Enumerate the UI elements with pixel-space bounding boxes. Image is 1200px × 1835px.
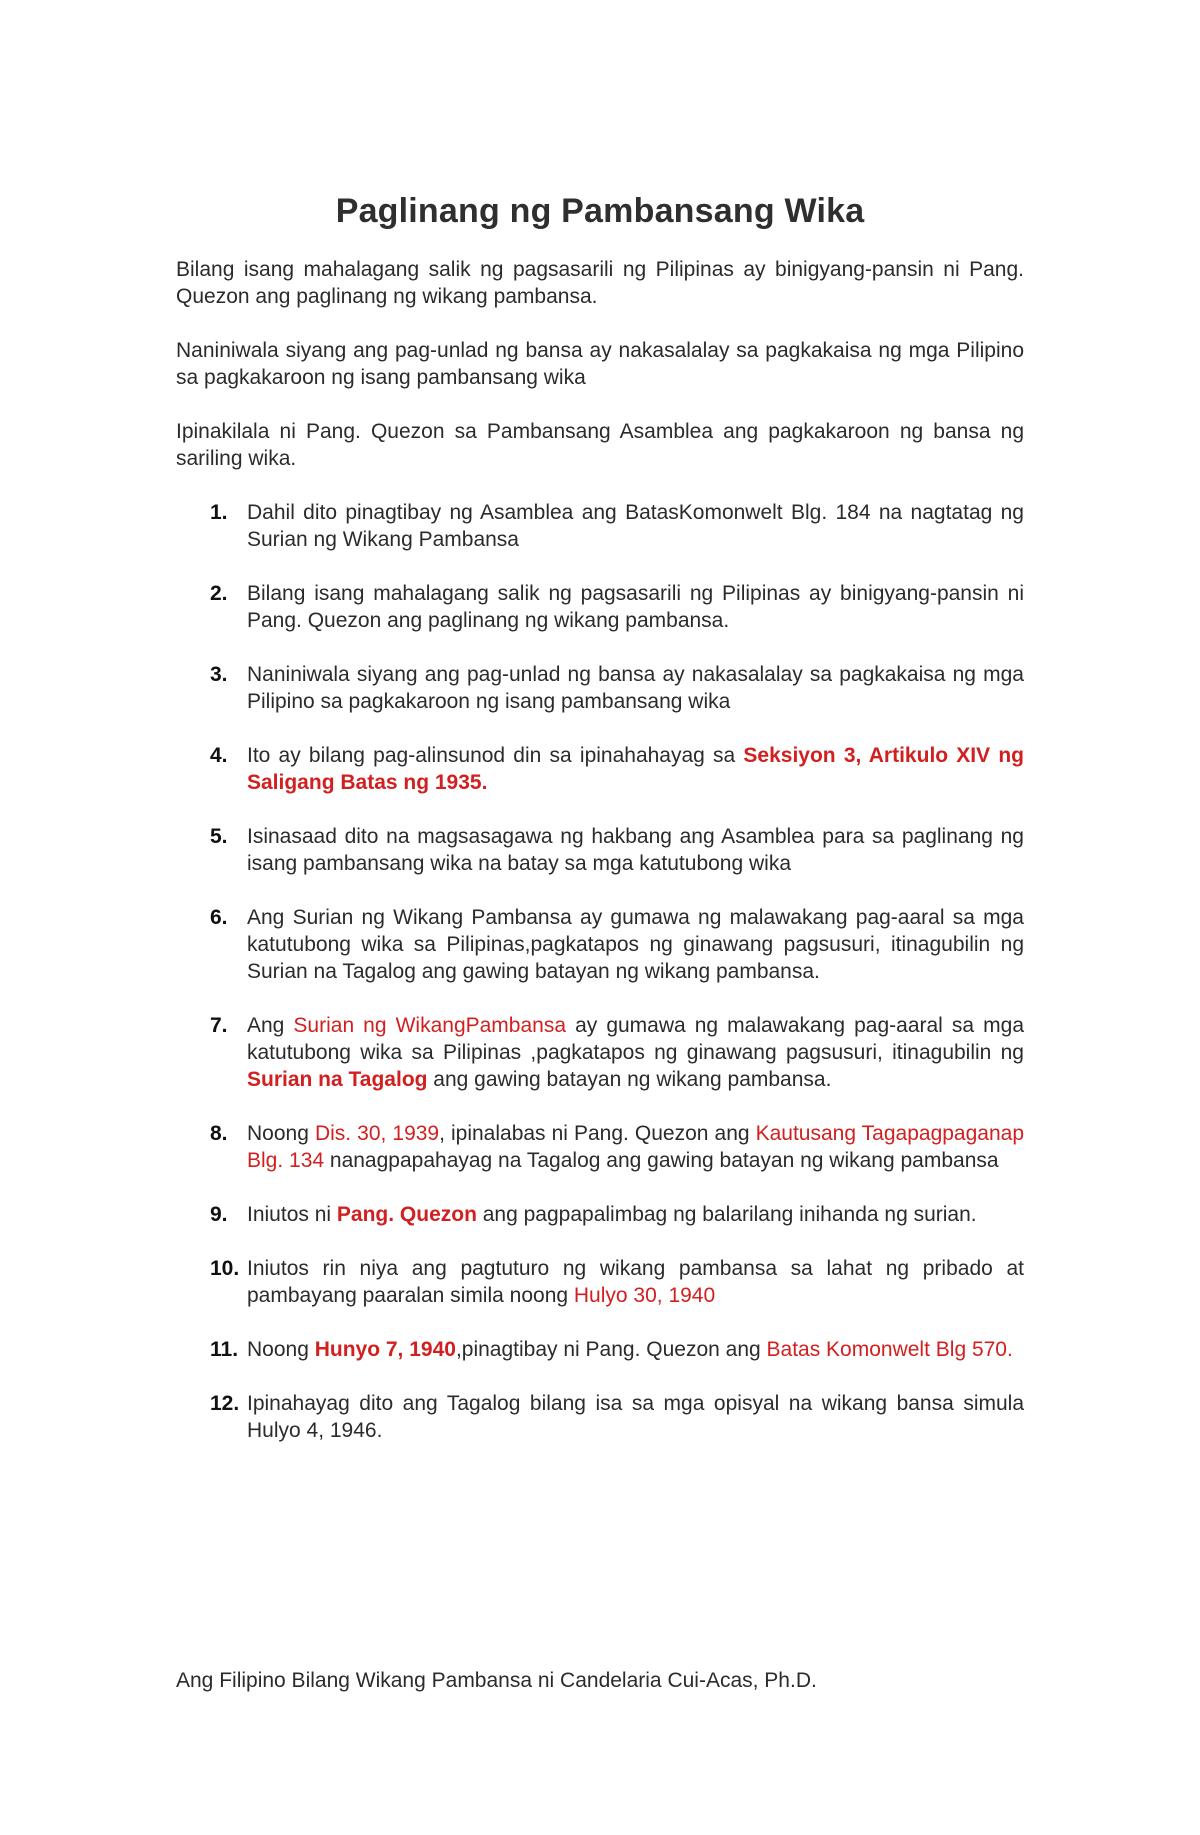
intro-paragraph-2: Naniniwala siyang ang pag-unlad ng bansa ay nakasalalay sa pagkakaisa ng mga Pilipino sa pagkakaroon ng isang pambansang wika <box>176 339 1024 389</box>
list-item-number: 1. <box>210 501 228 524</box>
list-item-number: 5. <box>210 825 228 848</box>
list-item-number: 4. <box>210 744 228 767</box>
list-item-text: ang pagpapalimbag ng balarilang inihanda ng surian. <box>476 1203 977 1226</box>
list-item <box>176 499 1024 553</box>
list-item-text: Ipinahayag dito ang Tagalog bilang isa sa mga opisyal na wikang bansa simula Hulyo 4, 1946. <box>247 1392 1024 1442</box>
list-item-text: Bilang isang mahalagang salik ng pagsasarili ng Pilipinas ay binigyang-pansin ni Pang. Quezon ang paglinang ng wikang pambansa. <box>247 582 1024 632</box>
list-item <box>176 1201 1024 1228</box>
list-item-text: ,pinagtibay ni Pang. Quezon ang <box>455 1338 767 1361</box>
highlighted-text: Dis. 30, 1939 <box>314 1122 440 1145</box>
list-item <box>176 1012 1024 1093</box>
list-item-number: 10. <box>210 1257 240 1280</box>
list-item-text: Ito ay bilang pag-alinsunod din sa ipinahahayag sa <box>247 744 744 767</box>
list-item-number: 2. <box>210 582 228 605</box>
list-item <box>176 580 1024 634</box>
list-item-text: Iniutos ni <box>247 1203 337 1226</box>
highlighted-text: Surian ng WikangPambansa <box>293 1014 567 1037</box>
list-item <box>176 1120 1024 1174</box>
page-title: Paglinang ng Pambansang Wika <box>335 192 865 230</box>
list-item-number: 6. <box>210 906 228 929</box>
highlighted-text: Kautusang Tagapagpaganap Blg. 134 <box>247 1122 1025 1172</box>
intro-paragraph-1: Bilang isang mahalagang salik ng pagsasarili ng Pilipinas ay binigyang-pansin ni Pang. Quezon ang paglinang ng wikang pambansa. <box>176 258 1024 308</box>
list-item-text: nanagpapahayag na Tagalog ang gawing batayan ng wikang pambansa <box>324 1149 999 1172</box>
list-item-number: 3. <box>210 663 228 686</box>
highlighted-text: Pang. Quezon <box>336 1203 477 1226</box>
list-item <box>176 1390 1024 1444</box>
list-item-text: Ang <box>247 1014 294 1037</box>
intro-paragraph-3: Ipinakilala ni Pang. Quezon sa Pambansang Asamblea ang pagkakaroon ng bansa ng sariling wika. <box>176 420 1024 470</box>
list-item <box>176 1255 1024 1309</box>
list-item-text: , ipinalabas ni Pang. Quezon ang <box>439 1122 756 1145</box>
list-item <box>176 661 1024 715</box>
highlighted-text: Seksiyon 3, Artikulo XIV ng Saligang Batas ng 1935. <box>247 744 1024 794</box>
list-item-text: ang gawing batayan ng wikang pambansa. <box>427 1068 832 1091</box>
list-item-text: Isinasaad dito na magsasagawa ng hakbang ang Asamblea para sa paglinang ng isang pambansang wika na batay sa mga katutubong wika <box>247 825 1024 875</box>
highlighted-text: Hulyo 30, 1940 <box>573 1284 716 1307</box>
list-item <box>176 742 1024 796</box>
list-item-text: Noong <box>247 1122 315 1145</box>
list-item-text: Naniniwala siyang ang pag-unlad ng bansa ay nakasalalay sa pagkakaisa ng mga Pilipino sa pagkakaroon ng isang pambansang wika <box>247 663 1024 713</box>
list-item-number: 11. <box>210 1338 239 1361</box>
list-item-text: ay gumawa ng malawakang pag-aaral sa mga katutubong wika sa Pilipinas ,pagkatapos ng ginawang pagsusuri, itinagubilin ng <box>247 1014 1024 1064</box>
document-body <box>176 256 1024 1471</box>
list-item <box>176 823 1024 877</box>
source-citation: Ang Filipino Bilang Wikang Pambansa ni Candelaria Cui-Acas, Ph.D. <box>176 1669 817 1692</box>
highlighted-text: Batas Komonwelt Blg 570. <box>766 1338 1013 1361</box>
highlighted-text: Hunyo 7, 1940 <box>314 1338 456 1361</box>
list-item-number: 12. <box>210 1392 240 1415</box>
list-item-text: Iniutos rin niya ang pagtuturo ng wikang pambansa sa lahat ng pribado at pambayang paaralan simila noong <box>247 1257 1024 1307</box>
list-item <box>176 1336 1024 1363</box>
list-item-number: 7. <box>210 1014 228 1037</box>
highlighted-text: Surian na Tagalog <box>247 1068 428 1091</box>
list-item <box>176 904 1024 985</box>
list-item-number: 9. <box>210 1203 228 1226</box>
list-item-number: 8. <box>210 1122 228 1145</box>
list-item-text: Ang Surian ng Wikang Pambansa ay gumawa ng malawakang pag-aaral sa mga katutubong wika sa Pilipinas,pagkatapos ng ginawang pagsusuri, itinagubilin ng Surian na Tagalog ang gawing batayan ng wikang pambansa. <box>247 906 1024 983</box>
list-item-text: Noong <box>247 1338 315 1361</box>
numbered-list <box>176 499 1024 1444</box>
list-item-text: Dahil dito pinagtibay ng Asamblea ang BatasKomonwelt Blg. 184 na nagtatag ng Surian ng Wikang Pambansa <box>247 501 1024 551</box>
